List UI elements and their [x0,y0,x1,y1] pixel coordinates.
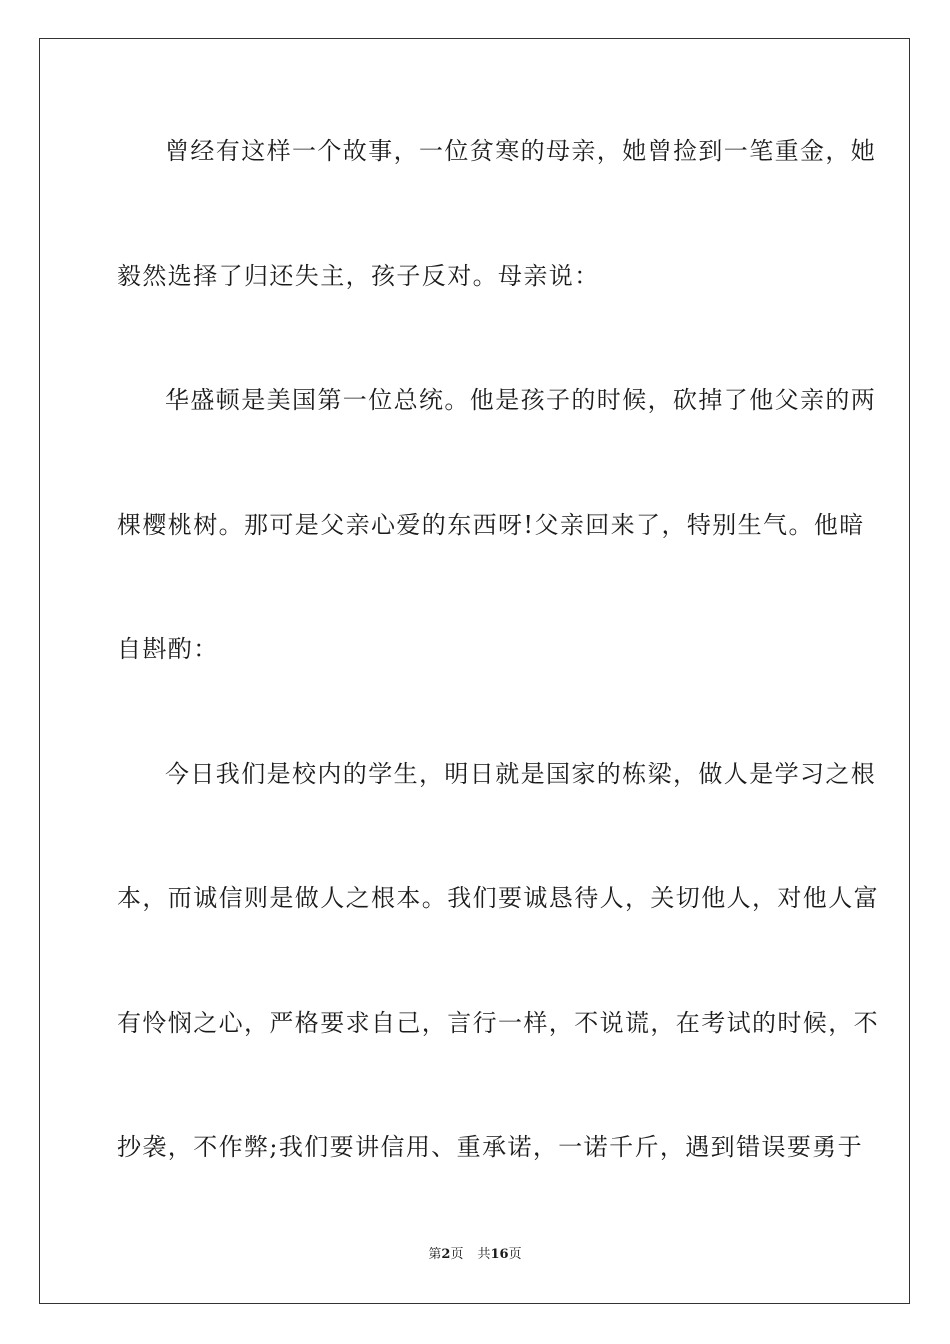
page-prefix: 第 [428,1247,442,1262]
total-suffix: 页 [508,1247,522,1262]
paragraph-1-line-2: 毅然选择了归还失主，孩子反对。母亲说： [117,262,600,290]
paragraph-3-line-4: 抄袭，不作弊;我们要讲信用、重承诺，一诺千斤，遇到错误要勇于 [117,1133,864,1161]
page-border [39,38,910,1304]
paragraph-1-line-1: 曾经有这样一个故事，一位贫寒的母亲，她曾捡到一笔重金，她 [165,137,877,165]
page-footer [0,1246,950,1264]
page-suffix: 页 [450,1247,464,1262]
page-number: 2 [441,1247,451,1262]
total-pages: 16 [490,1247,509,1262]
paragraph-3-line-1: 今日我们是校内的学生，明日就是国家的栋梁，做人是学习之根 [165,760,877,788]
paragraph-3-line-3: 有怜悯之心，严格要求自己，言行一样，不说谎，在考试的时候，不 [117,1009,879,1037]
total-prefix: 共 [477,1247,491,1262]
paragraph-2-line-2: 棵樱桃树。那可是父亲心爱的东西呀!父亲回来了，特别生气。他暗 [117,511,865,539]
paragraph-2-line-1: 华盛顿是美国第一位总统。他是孩子的时候，砍掉了他父亲的两 [165,386,877,414]
paragraph-2-line-3: 自斟酌： [117,635,219,663]
paragraph-3-line-2: 本，而诚信则是做人之根本。我们要诚恳待人，关切他人，对他人富 [117,884,879,912]
